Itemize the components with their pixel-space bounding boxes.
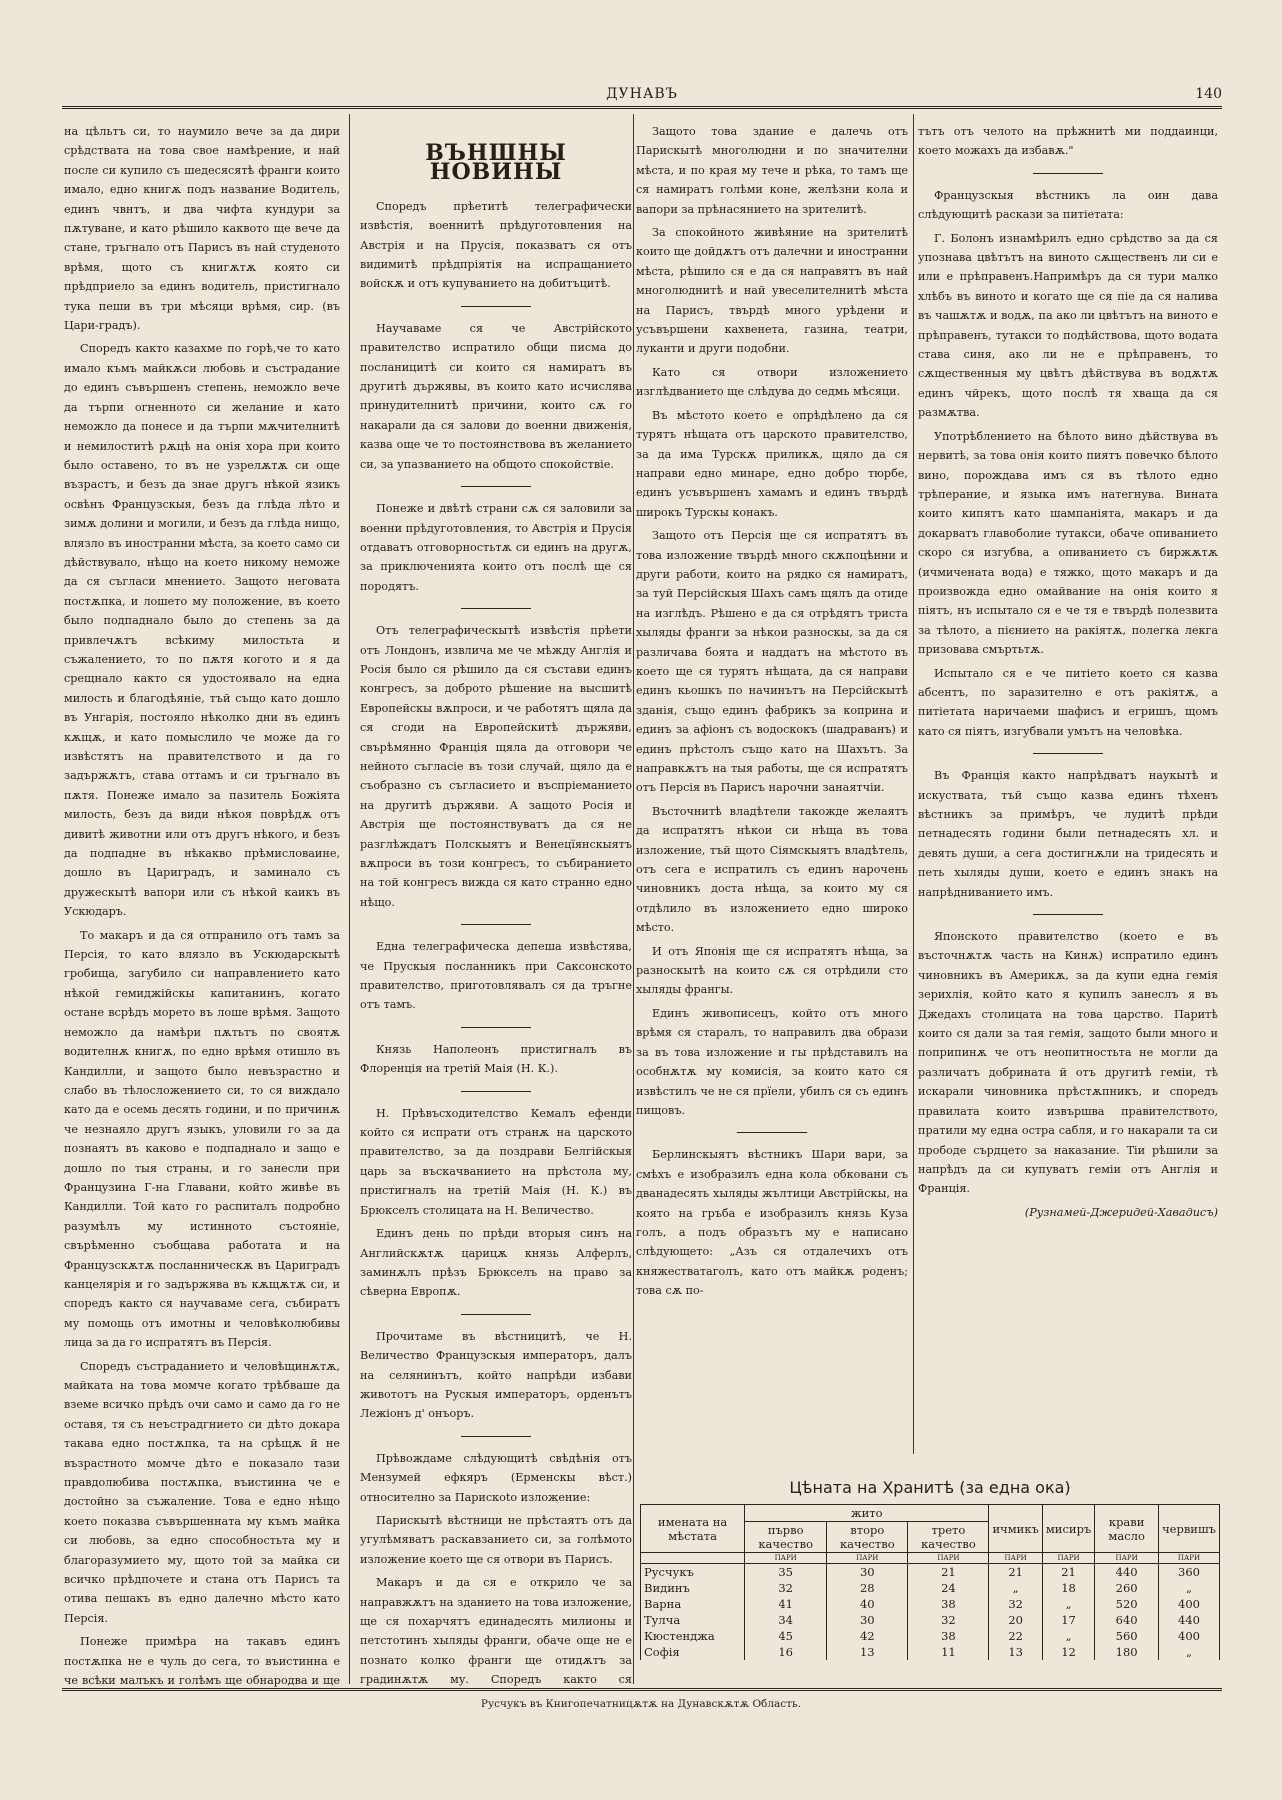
source-signature: (Рузнамей-Джеридей-Хавадисъ): [1024, 1205, 1218, 1219]
price-cell: 22: [989, 1628, 1042, 1644]
price-cell: 360: [1159, 1564, 1220, 1581]
price-cell: 17: [1042, 1612, 1094, 1628]
price-cell: 520: [1095, 1596, 1159, 1612]
price-cell: 41: [745, 1596, 827, 1612]
unit-label: ПАРИ: [989, 1553, 1042, 1564]
paragraph: Защото това здание е далечь отъ Парискытѣ многолюдни и по значителни мѣста, и по края му тече и рѣка, то тамъ ще ся намиратъ голѣми коне, желѣзни кола и вапори за прѣнасянието на зрителитѣ.: [636, 125, 908, 216]
paragraph: Князь Наполеонъ пристигналъ въ Флоренція на третій Маія (Н. К.).: [360, 1042, 632, 1076]
unit-label: ПАРИ: [827, 1553, 908, 1564]
table-row: [641, 1596, 1220, 1612]
price-cell: 45: [745, 1628, 827, 1644]
column-4: [918, 122, 1218, 1452]
newspaper-title: ДУНАВЪ: [606, 86, 678, 102]
price-cell: 180: [1095, 1644, 1159, 1660]
paragraph: Споредъ както казахме по горѣ,че то като имало къмъ майкѫси любовь и състрадание до единъ съвършенъ степень, неможло вече да търпи огненното си желание и като неможло да понесе и да търпи мѫчителнитѣ и немилоститѣ рѫцѣ на онія хора при които было оставено, то въ не узрелѫтѫ си още възрастъ, и безъ да знае другъ нѣкой язикъ освѣнъ Французскыя, безъ да глѣда лѣто и зимѫ долини и могили, и безъ да глѣда нищо, влязло въ иностранни мѣста, за което само си дѣйствувало, нѣщо на което никому неможе да ся съглаcи мнението. Защото неговата постѫпка, и лошето му положение, въ което было подпаднало было до степень за да привлечѫтъ всѣкиму милостьта и съжалението, то по пѫтя когото и я да срещнало както ся удостоявало на една милость и благодѣяніе, тъй също като дошло въ Унгарія, постояло нѣколко дни въ единъ кѫщѫ, и като помыслило че може да го извѣстятъ на правителството и да го задържѫтъ, става оттамъ и си тръгнало въ пѫтя. Понеже имало за пазитель Божіята милость, безъ да види нѣкоя поврѣдѫ отъ дивитѣ животни или отъ другъ нѣкого, и безъ да подпадне въ нѣкакво прѣмисловаине, дошло въ Цариградъ, и заминало съ дружескытѣ вапори или съ нѣкой каикъ въ Ускюдаръ.: [64, 342, 340, 919]
separator: [737, 1132, 807, 1133]
price-cell: 35: [745, 1564, 827, 1581]
price-cell: 440: [1095, 1564, 1159, 1581]
paragraph: Понеже и двѣтѣ страни сѫ ся заловили за военни прѣдуготовления, то Австрія и Прусія отдаватъ отговорностьтѫ си единъ на другѫ, за приключенията които отъ послѣ ще ся породятъ.: [360, 502, 632, 593]
price-cell: 42: [827, 1628, 908, 1644]
separator: [461, 1091, 531, 1092]
unit-label: ПАРИ: [1042, 1553, 1094, 1564]
paragraph: Берлинскыятъ вѣстникъ Шари вари, за смѣхъ е изобразилъ една кола обковани съ дванадесять хыляды жълтици Австрійскы, на която на гръба е изобразилъ князь Куза голъ, а подъ образътъ му е написано слѣдующето: „Азъ ся отдалечихъ отъ княжестватаголъ, като отъ майкѫ роденъ; това сѫ по-: [636, 1148, 908, 1298]
column-1: [64, 122, 340, 1692]
table-row: [641, 1580, 1220, 1596]
column-3: [636, 122, 908, 1452]
paragraph: тътъ отъ челото на прѣжнитѣ ми поддаинци, което можахъ да избавѫ.": [918, 125, 1218, 158]
price-cell: 260: [1095, 1580, 1159, 1596]
table-row: [641, 1612, 1220, 1628]
place-cell: Видинъ: [641, 1580, 745, 1596]
column-2: [360, 122, 632, 1692]
price-cell: 28: [827, 1580, 908, 1596]
price-cell: 38: [908, 1596, 989, 1612]
separator: [461, 1027, 531, 1028]
price-cell: 21: [989, 1564, 1042, 1581]
section-title: ВЪНШНЫ НОВИНЫ: [425, 140, 567, 186]
place-cell: Софія: [641, 1644, 745, 1660]
table-title: Цѣната на Хранитѣ (за една ока): [789, 1478, 1071, 1497]
paragraph: То макаръ и да ся отпранило отъ тамъ за Персія, то като влязло въ Ускюдарскытѣ гробища, загубило си направлението като нѣкой гемиджійскы капитанинъ, когато остане всрѣдъ морето въ лоше врѣмя. Защото неможло да намѣри пѫтьтъ по своятѫ водителнѫ книгѫ, по едно врѣмя отишло въ Кандилли, и защото было невъзрастно и слабо въ тѣлосложението си, то ся виждало като да е осемь десять години, и по причинѫ че незнаяло другъ языкъ, уловили го за да познаятъ въ каково е подпаднало и защо е дошло по тыя страны, и го занесли при Французина Г-на Главани, който живѣе въ Кандилли. Той като го распиталъ подробно разумѣлъ му истинното състояніе, свърѣменно съобщава работата и на Французскѫтѫ посланническѫ въ Цариградъ канцелярія и го задържява въ кѫщѫтѫ си, и споредъ както ся научаваме сега, събиратъ му помощь отъ имотны и человѣколюбивы лица за да го испратятъ въ Персія.: [64, 928, 340, 1350]
price-cell: „: [1042, 1628, 1094, 1644]
printer-imprint: Русчукъ въ Книгопечатницѫтѫ на Дунавскѫтѫ Область.: [480, 1698, 802, 1710]
page-number: 140: [1195, 86, 1222, 102]
paragraph: Споредъ прѣетитѣ телеграфически извѣстія, военнитѣ прѣдуготовления на Австрія и на Прусія, показватъ ся отъ видимитѣ прѣдпріятія на испращанието войскѫ и отъ купуванието на добитъцитѣ.: [360, 199, 632, 291]
paragraph: Французскыя вѣстникъ ла оин дава слѣдующитѣ раскази за питіетата:: [918, 188, 1218, 222]
paragraph: Единъ живописецъ, който отъ много врѣмя ся старалъ, то направилъ два образи за въ това изложение и гы прѣдставилъ на особнѫтѫ му комисія, за които като ся извѣстилъ че не ся прїели, убилъ ся съ единъ пищовъ.: [636, 1006, 908, 1117]
table-row: [641, 1628, 1220, 1644]
place-cell: Кюстенджа: [641, 1628, 745, 1644]
column-divider: [633, 114, 634, 1684]
header-col: червишъ: [1159, 1505, 1220, 1553]
paragraph: Защото отъ Персія ще ся испратятъ въ това изложение твърдѣ много скѫпоцѣнни и други работи, които на рядко ся намиратъ, за туй Персійскыя Шахъ самъ щялъ да отиде на изглѣдъ. Рѣшено е да ся отрѣдятъ триста хыляды франги за нѣкои разноскы, за да ся различава боята и наддатъ на мѣстото въ което ще ся турятъ нѣщата, да ся направи единъ кьошкъ по начинътъ на Персійскытѣ зданія, също единъ фабрикъ за коприна и единъ за афіонъ съ водоскокъ (шадраванъ) и единъ прѣстолъ също като на Шахътъ. За направкѫтъ на тыя работы, ще ся испратятъ отъ Персія въ Парисъ нарочни занаятчіи.: [636, 529, 908, 795]
place-cell: Варна: [641, 1596, 745, 1612]
paragraph: Понеже примѣра на такавъ единъ постѫпка не е чуль до сега, то въистинна е че всѣки малъкъ и голѣмъ ще обнародва и ще: [64, 1635, 340, 1688]
header-col: мисиръ: [1042, 1505, 1094, 1553]
price-cell: 32: [989, 1596, 1042, 1612]
price-cell: „: [1159, 1644, 1220, 1660]
grain-price-table: [640, 1474, 1220, 1687]
price-cell: „: [1042, 1596, 1094, 1612]
price-table: [640, 1504, 1220, 1660]
unit-label: ПАРИ: [1159, 1553, 1220, 1564]
price-cell: 16: [745, 1644, 827, 1660]
price-cell: 34: [745, 1612, 827, 1628]
price-cell: 20: [989, 1612, 1042, 1628]
separator: [461, 608, 531, 609]
price-cell: 18: [1042, 1580, 1094, 1596]
column-divider: [349, 114, 350, 1684]
price-cell: 30: [827, 1612, 908, 1628]
paragraph: Г. Болонъ изнамѣрилъ едно срѣдство за да ся упознава цвѣтътъ на виното сѫщественъ ли си е или е прѣправенъ.Напримѣръ да ся тури малко хлѣбъ въ виното и когато ще ся піе да ся налива въ чашѫтѫ и водѫ, па ако ли цвѣтътъ на виното е прѣправенъ, тутакси то подѣйствова, щото водата става синя, ако ли не е прѣправенъ, то сѫщественныя му цвѣтъ дѣйствува въ водѫтѫ единъ чйрекъ, щото послѣ тя хваща да ся размѫтва.: [918, 231, 1218, 420]
paragraph: Прѣвождаме слѣдующитѣ свѣдѣнія отъ Мензумей ефкяръ (Ерменскы вѣст.) относително за Парискоtо изложение:: [360, 1451, 632, 1504]
price-cell: 13: [827, 1644, 908, 1660]
header-place: имената на мѣстата: [641, 1505, 745, 1553]
price-cell: 560: [1095, 1628, 1159, 1644]
price-cell: 32: [745, 1580, 827, 1596]
paragraph: Единъ день по прѣди вторыя синъ на Английскѫтѫ царицѫ князь Алферлъ, заминѫлъ прѣзъ Брюкселъ на право за сѣверна Европѫ.: [360, 1227, 632, 1299]
price-cell: 24: [908, 1580, 989, 1596]
paragraph: Японското правителство (което е въ въсточнѫтѫ часть на Кинѫ) испратило единъ чиновникъ въ Америкѫ, за да купи една гемія зерихлія, който като я купилъ занеслъ я въ Джедахъ столицата на това царство. Паритѣ които ся дали за тая гемія, защото были много и поприпинѫ че отъ неопитностьта не могли да различатъ добринатa й отъ другитѣ геміи, тѣ искарали чиновника прѣстѫпникъ, и споредъ правилата които извършва правителството, пратили му една остра сабля, и го накарали та си прободе сърдцето за наказание. Тіи рѣшили за напрѣдъ да си купуватъ геміи отъ Англія и Франція.: [918, 930, 1218, 1196]
price-cell: 40: [827, 1596, 908, 1612]
paragraph: Н. Прѣвъсходителство Кемалъ ефенди който ся испрати отъ странѫ на царското правителство, за да поздрави Белгійскыя царь за въскачванието на прѣстола му, пристигналъ на третій Маія (Н. К.) въ Брюкселъ столицата на Н. Величество.: [360, 1106, 632, 1217]
paragraph: Парискытѣ вѣстници не прѣстаятъ отъ да угулѣмяватъ раскавзанието си, за голѣмото изложение което ще ся отвори въ Парисъ.: [360, 1513, 632, 1566]
unit-label: ПАРИ: [745, 1553, 827, 1564]
separator: [461, 486, 531, 487]
price-cell: „: [989, 1580, 1042, 1596]
header-zhito: жито: [745, 1505, 989, 1522]
separator: [461, 1314, 531, 1315]
unit-label: ПАРИ: [908, 1553, 989, 1564]
separator: [461, 924, 531, 925]
separator: [461, 306, 531, 307]
place-cell: Русчукъ: [641, 1564, 745, 1581]
price-cell: 30: [827, 1564, 908, 1581]
price-cell: 11: [908, 1644, 989, 1660]
price-cell: „: [1159, 1580, 1220, 1596]
paragraph: Испытало ся е че питіето което ся казва абсентъ, по заразително е отъ ракіятѫ, а питіетата наричаеми шафисъ и егришъ, щомъ като ся піятъ, изгубвали умътъ на человѣка.: [918, 666, 1218, 738]
price-cell: 12: [1042, 1644, 1094, 1660]
table-row: [641, 1564, 1220, 1581]
column-divider: [913, 114, 914, 1454]
price-cell: 440: [1159, 1612, 1220, 1628]
header-col: трето качество: [908, 1522, 989, 1553]
price-cell: 400: [1159, 1628, 1220, 1644]
unit-label: ПАРИ: [1095, 1553, 1159, 1564]
paragraph: Въсточнитѣ владѣтели такожде желаятъ да испратятъ нѣкои си нѣща въ това изложение, тъй щото Сіямскыятъ владѣтель, отъ сега е испратилъ съ единъ нарочень чиновникъ доста нѣща, за които му ся отдѣлило въ изложението едно широко мѣсто.: [636, 804, 908, 935]
paragraph: Употрѣблението на бѣлото вино дѣйствува въ нервитѣ, за това онія които пиятъ повечко бѣлото вино, порождава имъ ся въ тѣлото едно трѣперание, и языка имъ натегнува. Вината които кипятъ като шампаніята, макаръ и да докарватъ главоболие тутакси, обаче опиванието скоро ся изгубва, а опиванието съ биржѫтѫ (ичмичената вода) е тяжко, щото макаръ и да произвожда едно омайвание на онія които я піятъ, нъ испытало ся е че тя е твърдѣ полезвита за тѣлото, а пієнието на ракіятѫ, полегка лекга призовава смъртьтѫ.: [918, 429, 1218, 657]
price-cell: 640: [1095, 1612, 1159, 1628]
header-rule: [62, 106, 1222, 109]
header-col: крави масло: [1095, 1505, 1159, 1553]
separator: [1033, 914, 1103, 915]
table-row: [641, 1644, 1220, 1660]
header-col: ичмикъ: [989, 1505, 1042, 1553]
page-header: [62, 86, 1222, 108]
paragraph: Въ мѣстото което е опрѣдѣлено да ся турятъ нѣщата отъ царското правителство, за да има Турскѫ приликѫ, щяло да ся направи едно минаре, едно добро тюрбе, единъ усъвършенъ хамамъ и единъ твърдѣ широкъ Турскы конакъ.: [636, 408, 908, 519]
paragraph: Макаръ и да ся е открило че за направжѫтъ на зданието на това изложение, ще ся похарчятъ единадесять милионы и петстотинъ хыляды франги, обаче още не е познато колко франги ще отидѫтъ за градинѫтѫ му. Споредъ както ся: [360, 1576, 632, 1687]
price-cell: 38: [908, 1628, 989, 1644]
unit-empty: [641, 1553, 745, 1564]
price-cell: 32: [908, 1612, 989, 1628]
paragraph: на цѣльтъ си, то наумило вече за да дири срѣдствата на това свое намѣрение, и най после си купило съ шедесясятѣ франги които имало, едно книгѫ подъ название Водитель, единъ чвнтъ, и два чифта кундури за пѫтуване, и като рѣшило каквото ще вече да стане, тръгнало отъ Парисъ въ най студеното врѣмя, щото съ книгѫтѫ която си прѣдприело за единъ водитель, пристигнало тука пеши въ три мѣсяци врѣмя, сир. (въ Цари-градъ).: [64, 125, 340, 333]
price-cell: 21: [908, 1564, 989, 1581]
header-col: първо качество: [745, 1522, 827, 1553]
separator: [1033, 753, 1103, 754]
paragraph: Една телеграфическа депеша извѣстява, че Прускыя посланникъ при Саксонското правителство, приготовлявалъ ся да тръгне отъ тамъ.: [360, 940, 632, 1012]
paragraph: Въ Франція както напрѣдватъ наукытѣ и искуствата, тъй също казва единъ тѣхенъ вѣстникъ за примѣръ, че лудитѣ прѣди петнадесять години были петнадесять хл. и девять души, а сега достигнѫли на тридесять и петь хыляды души, което е единъ знакъ на напрѣдниванието имъ.: [918, 769, 1218, 899]
header-col: второ качество: [827, 1522, 908, 1553]
price-cell: 13: [989, 1644, 1042, 1660]
paragraph: Прочитаме въ вѣстницитѣ, че Н. Величество Французскыя императоръ, далъ на селянинътъ, който напрѣди избави живототъ на Рускыя императоръ, орденътъ Лежіонъ д' онъоръ.: [360, 1329, 632, 1421]
separator: [1033, 173, 1103, 174]
price-cell: 400: [1159, 1596, 1220, 1612]
paragraph: И отъ Японія ще ся испратятъ нѣща, за разноскытѣ на които сѫ ся отрѣдили сто хыляды франгы.: [636, 944, 908, 997]
paragraph: Отъ телеграфическытѣ извѣстія прѣети отъ Лондонъ, извлича ме че мѣжду Англія и Росія было ся рѣшило да ся състави единъ конгресъ, за доброто рѣшение на высшитѣ Европейскы вѫпроси, и че работятъ щяла да ся сгоди на Европейскитѣ държяви, свърѣмянно Франція щяла да отговори че нейното съглaсіе въ този случай, щяло да е съобразно съ съгласието и въспріеманието на другитѣ държяви. А защото Росія и Австрія ще постоянствуватъ да ся не разглѣждатъ Полскыятъ и Венецїянскыятъ вѫпроси въ този конгресъ, то събиранието на той конгресъ вижда ся като странно едно нѣщо.: [360, 624, 632, 909]
paragraph: Споредъ състраданието и человѣщинѫтѫ, майката на това момче когато трѣбваше да вземе всичко прѣдъ очи само и само да го не оставя, тя съ неъстрадгнието си дѣто докара такава едно постѫпка, та на срѣщѫ й не възрастното момче дѣто е показало тази правдолюбива постѫпка, въистинна че е достойно за съжаление. Това е едно нѣщо което показва съвършенната му къмъ майка си любовь, за едно способностьта му и благоразумието му, щото той за майка си всичко прѣдпочете и стана отъ Парисъ та отива пешакъ въ едно далечно мѣсто като Персія.: [64, 1359, 340, 1625]
paragraph: Като ся отвори изложението изглѣдванието ще слѣдува до седмь мѣсяци.: [636, 365, 908, 399]
paragraph: Научаваме ся че Австрійското правителство испратило общи писма до посланицитѣ си които ся намиратъ въ другитѣ държявы, въ които като исчислява принудителнитѣ причини, които сѫ го накарали да ся залови до военни движенія, казва още че то постоянствова въ желанието си, за упазванието на общото спокойствіе.: [360, 321, 632, 471]
footer-rule: [62, 1688, 1222, 1691]
price-cell: 21: [1042, 1564, 1094, 1581]
separator: [461, 1436, 531, 1437]
paragraph: За спокойното живѣяние на зрителитѣ които ще дойдѫтъ отъ далечни и иностранни мѣста, рѣшило ся е да ся направятъ въ най многолюднитѣ и най увеселителнитѣ мѣста на Парисъ, твърдѣ много урѣдени и усъвършени кахвенета, газина, театри, луканти и други подобни.: [636, 226, 908, 356]
place-cell: Тулча: [641, 1612, 745, 1628]
